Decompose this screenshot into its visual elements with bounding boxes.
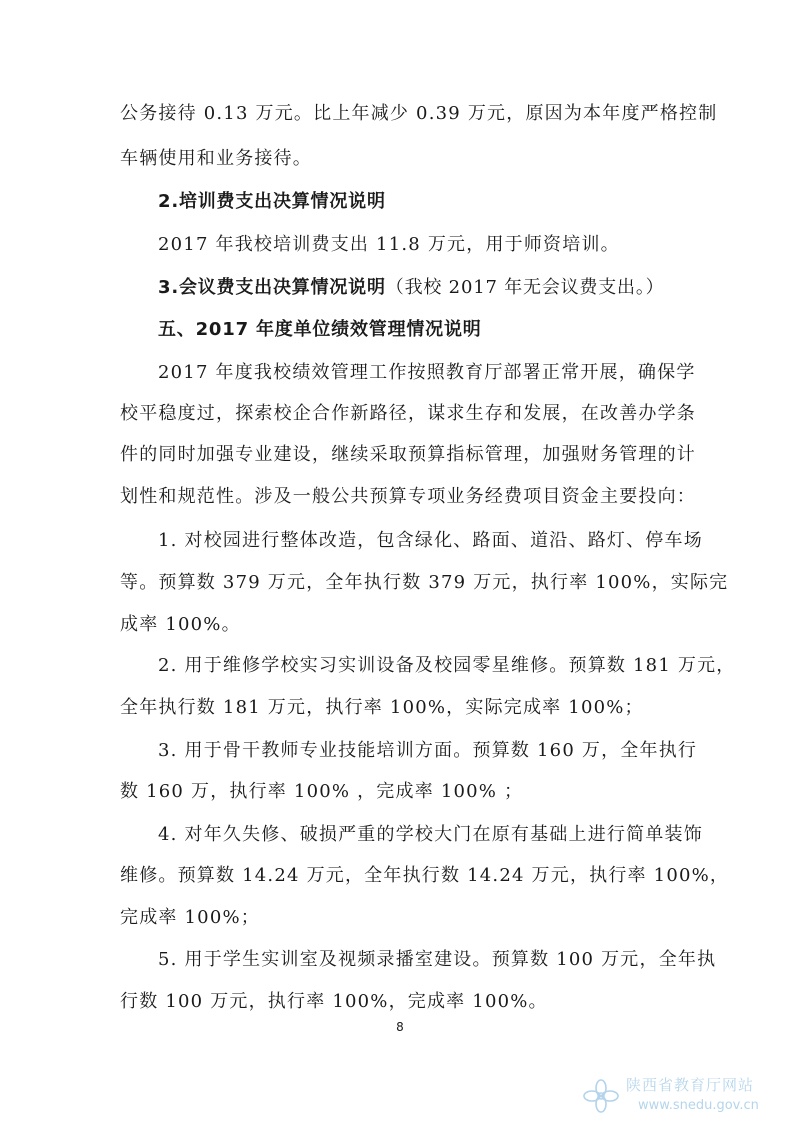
list-item-5: 5. 用于学生实训室及视频录播室建设。预算数 100 万元，全年执 [158,949,717,970]
flower-logo-icon [582,1078,620,1114]
body-text-line: 维修。预算数 14.24 万元，全年执行数 14.24 万元，执行率 100%， [120,865,730,886]
body-text-line: 公务接待 0.13 万元。比上年减少 0.39 万元，原因为本年度严格控制 [120,103,718,124]
list-item-3: 3. 用于骨干教师专业技能培训方面。预算数 160 万，全年执行 [158,740,698,761]
body-text-line: 2017 年度我校绩效管理工作按照教育厅部署正常开展，确保学 [158,362,696,383]
list-item-4: 4. 对年久失修、破损严重的学校大门在原有基础上进行简单装饰 [158,824,703,845]
body-text-line: 数 160 万，执行率 100% ，完成率 100% ； [120,781,524,802]
list-item-1: 1. 对校园进行整体改造，包含绿化、路面、道沿、路灯、停车场 [158,530,703,551]
body-text-line: 划性和规范性。涉及一般公共预算专项业务经费项目资金主要投向： [120,486,696,507]
watermark-url: www.snedu.gov.cn [638,1098,759,1113]
body-text-line: 行数 100 万元，执行率 100%，完成率 100%。 [120,991,548,1012]
meeting-note: （我校 2017 年无会议费支出。） [385,277,665,298]
heading-section-5: 五、2017 年度单位绩效管理情况说明 [158,319,482,340]
body-text-line: 全年执行数 181 万元，执行率 100%，实际完成率 100%； [120,697,644,718]
heading-meeting-expense [158,276,728,300]
body-text-line: 2017 年我校培训费支出 11.8 万元，用于师资培训。 [158,234,620,255]
body-text-line: 件的同时加强专业建设，继续采取预算指标管理，加强财务管理的计 [120,444,696,465]
site-watermark [582,1072,772,1120]
heading-training-expense: 2.培训费支出决算情况说明 [158,191,386,212]
watermark-title: 陕西省教育厅网站 [626,1076,755,1094]
body-text-line: 完成率 100%； [120,907,260,928]
heading-meeting-label: 3.会议费支出决算情况说明 [158,277,386,298]
list-item-2: 2. 用于维修学校实习实训设备及校园零星维修。预算数 181 万元， [158,655,736,676]
body-text-line: 校平稳度过，探索校企合作新路径，谋求生存和发展，在改善办学条 [120,403,696,424]
body-text-line: 车辆使用和业务接待。 [120,148,312,169]
body-text-line: 等。预算数 379 万元，全年执行数 379 万元，执行率 100%，实际完 [120,572,729,593]
body-text-line: 成率 100%。 [120,614,241,635]
page-number: 8 [396,1020,404,1034]
